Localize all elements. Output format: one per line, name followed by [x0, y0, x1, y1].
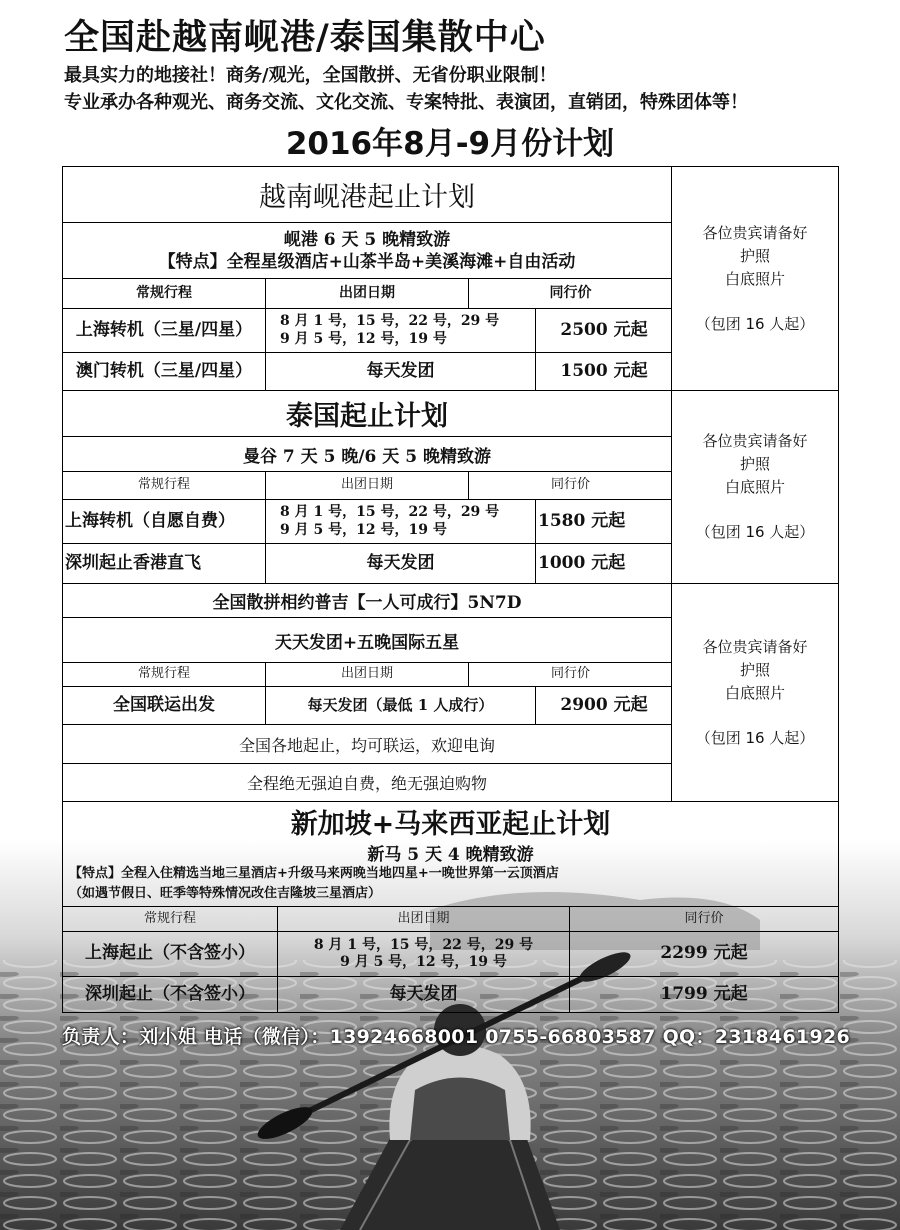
- note-line: 白底照片: [724, 478, 785, 496]
- price-cell: 2900 元起: [560, 694, 648, 715]
- phuket-note-1: [63, 725, 672, 764]
- note-line: （包团 16 人起）: [695, 523, 815, 541]
- table-row: [63, 977, 838, 1012]
- date-line: 8 月 1 号，15 号，22 号，29 号: [313, 936, 534, 953]
- sgmy-title-text: 新加坡+马来西亚起止计划: [290, 808, 611, 840]
- route-cell: 深圳起止（不含签小）: [63, 977, 278, 1012]
- plan-title: 2016年8月-9月份计划: [285, 126, 615, 162]
- note-line: 护照: [739, 246, 770, 265]
- thailand-tour-name: [63, 437, 672, 472]
- phuket-title: [63, 584, 672, 618]
- sgmy-table: [62, 801, 839, 1013]
- route-cell: 上海转机（三星/四星）: [63, 309, 266, 352]
- phuket-note-2: [63, 764, 672, 801]
- note-line: （包团 16 人起）: [695, 728, 815, 747]
- col-route: 常规行程: [63, 663, 266, 686]
- vietnam-header-row: [63, 279, 672, 309]
- date-cell: [266, 309, 536, 352]
- thailand-title: [63, 391, 672, 437]
- route-cell: 上海转机（自愿自费）: [63, 500, 266, 543]
- col-route: 常规行程: [63, 279, 266, 308]
- note-text: 全程绝无强迫自费，绝无强迫购物: [246, 774, 487, 793]
- price-cell: 1580 元起: [538, 510, 626, 531]
- vietnam-table: [62, 166, 839, 391]
- table-row: [63, 500, 672, 544]
- date-cell: [278, 932, 570, 976]
- price-cell: 1000 元起: [538, 552, 626, 573]
- date-cell: 每天发团: [278, 977, 570, 1012]
- tour-name-text: 新马 5 天 4 晚精致游: [367, 844, 534, 865]
- note-line: 护照: [739, 455, 770, 473]
- note-line: 白底照片: [724, 683, 785, 702]
- note-line: 护照: [739, 660, 770, 679]
- col-route: 常规行程: [63, 472, 266, 499]
- col-route: 常规行程: [63, 907, 278, 932]
- col-price: 同行价: [549, 284, 592, 301]
- route-cell: 上海起止（不含签小）: [63, 932, 278, 976]
- vietnam-tour-name: 岘港 6 天 5 晚精致游: [283, 229, 451, 250]
- tour-name-text: 曼谷 7 天 5 晚/6 天 5 晚精致游: [243, 446, 491, 467]
- date-line: 8 月 1 号，15 号，22 号，29 号: [280, 504, 500, 520]
- price-cell: 2299 元起: [660, 943, 748, 964]
- col-date: 出团日期: [266, 663, 469, 686]
- date-cell: 每天发团: [266, 544, 536, 583]
- phuket-title-text: 全国散拼相约普吉【一人可成行】5N7D: [212, 593, 522, 613]
- vietnam-tour-info: [63, 223, 672, 279]
- table-row: [63, 687, 672, 725]
- note-text: 全国各地起止，均可联运，欢迎电询: [238, 735, 495, 755]
- date-cell: [266, 500, 536, 543]
- col-date: 出团日期: [266, 279, 469, 308]
- note-line: （包团 16 人起）: [695, 314, 815, 333]
- thailand-title-text: 泰国起止计划: [286, 401, 448, 432]
- route-cell: 全国联运出发: [63, 687, 266, 724]
- sgmy-tour-name: [63, 840, 838, 864]
- price-cell: 1799 元起: [660, 983, 748, 1004]
- col-price: 同行价: [550, 666, 590, 682]
- phuket-subtitle: [63, 618, 672, 663]
- date-line: 8 月 1 号，15 号，22 号，29 号: [280, 313, 500, 329]
- date-cell: 每天发团（最低 1 人成行）: [266, 687, 536, 724]
- phuket-header-row: [63, 663, 672, 687]
- col-date: 出团日期: [266, 472, 469, 499]
- date-line: 9 月 5 号，12 号，19 号: [280, 521, 447, 538]
- date-line: 9 月 5 号，12 号，19 号: [340, 954, 507, 970]
- col-date: 出团日期: [278, 907, 570, 932]
- route-cell: 澳门转机（三星/四星）: [63, 353, 266, 390]
- col-price: 同行价: [550, 477, 590, 493]
- price-cell: 1500 元起: [560, 360, 648, 381]
- tagline-1: 最具实力的地接社！商务/观光，全国散拼、无省份职业限制！: [64, 65, 557, 86]
- thailand-header-row: [63, 472, 672, 500]
- vietnam-side-note: [672, 167, 838, 390]
- thailand-table: [62, 390, 839, 584]
- feature-line: （如遇节假日、旺季等特殊情况改住吉隆坡三星酒店）: [69, 886, 382, 901]
- vietnam-title-text: 越南岘港起止计划: [259, 182, 475, 213]
- phuket-table: [62, 583, 839, 802]
- sgmy-feature: [69, 864, 834, 904]
- sgmy-header-row: [63, 906, 838, 932]
- contact-line: 负责人：刘小姐 电话（微信）：13924668001 0755-66803587 QQ：2318461926: [62, 1026, 851, 1048]
- price-cell: 2500 元起: [560, 319, 648, 340]
- date-cell: 每天发团: [266, 353, 536, 390]
- vietnam-feature: 【特点】全程星级酒店+山茶半岛+美溪海滩+自由活动: [158, 251, 576, 272]
- note-line: 白底照片: [724, 269, 785, 288]
- feature-line: 【特点】全程入住精选当地三星酒店+升级马来两晚当地四星+一晚世界第一云顶酒店: [69, 866, 559, 881]
- note-line: 各位贵宾请备好: [702, 432, 808, 450]
- vietnam-title: [63, 167, 672, 223]
- table-row: [63, 309, 672, 353]
- phuket-subtitle-text: 天天发团+五晚国际五星: [274, 632, 460, 653]
- tagline-2: 专业承办各种观光、商务交流、文化交流、专案特批、表演团，直销团，特殊团体等！: [64, 92, 748, 113]
- date-line: 9 月 5 号，12 号，19 号: [280, 330, 447, 347]
- phuket-side-note: [672, 584, 838, 801]
- thailand-side-note: [672, 391, 838, 583]
- route-cell: 深圳起止香港直飞: [63, 544, 266, 583]
- col-price: 同行价: [684, 911, 724, 927]
- sgmy-title: [63, 802, 838, 840]
- note-line: 各位贵宾请备好: [702, 637, 808, 656]
- note-line: 各位贵宾请备好: [702, 223, 808, 242]
- table-row: [63, 932, 838, 977]
- table-row: [63, 544, 672, 583]
- table-row: [63, 353, 672, 390]
- page-title: 全国赴越南岘港/泰国集散中心: [64, 18, 546, 58]
